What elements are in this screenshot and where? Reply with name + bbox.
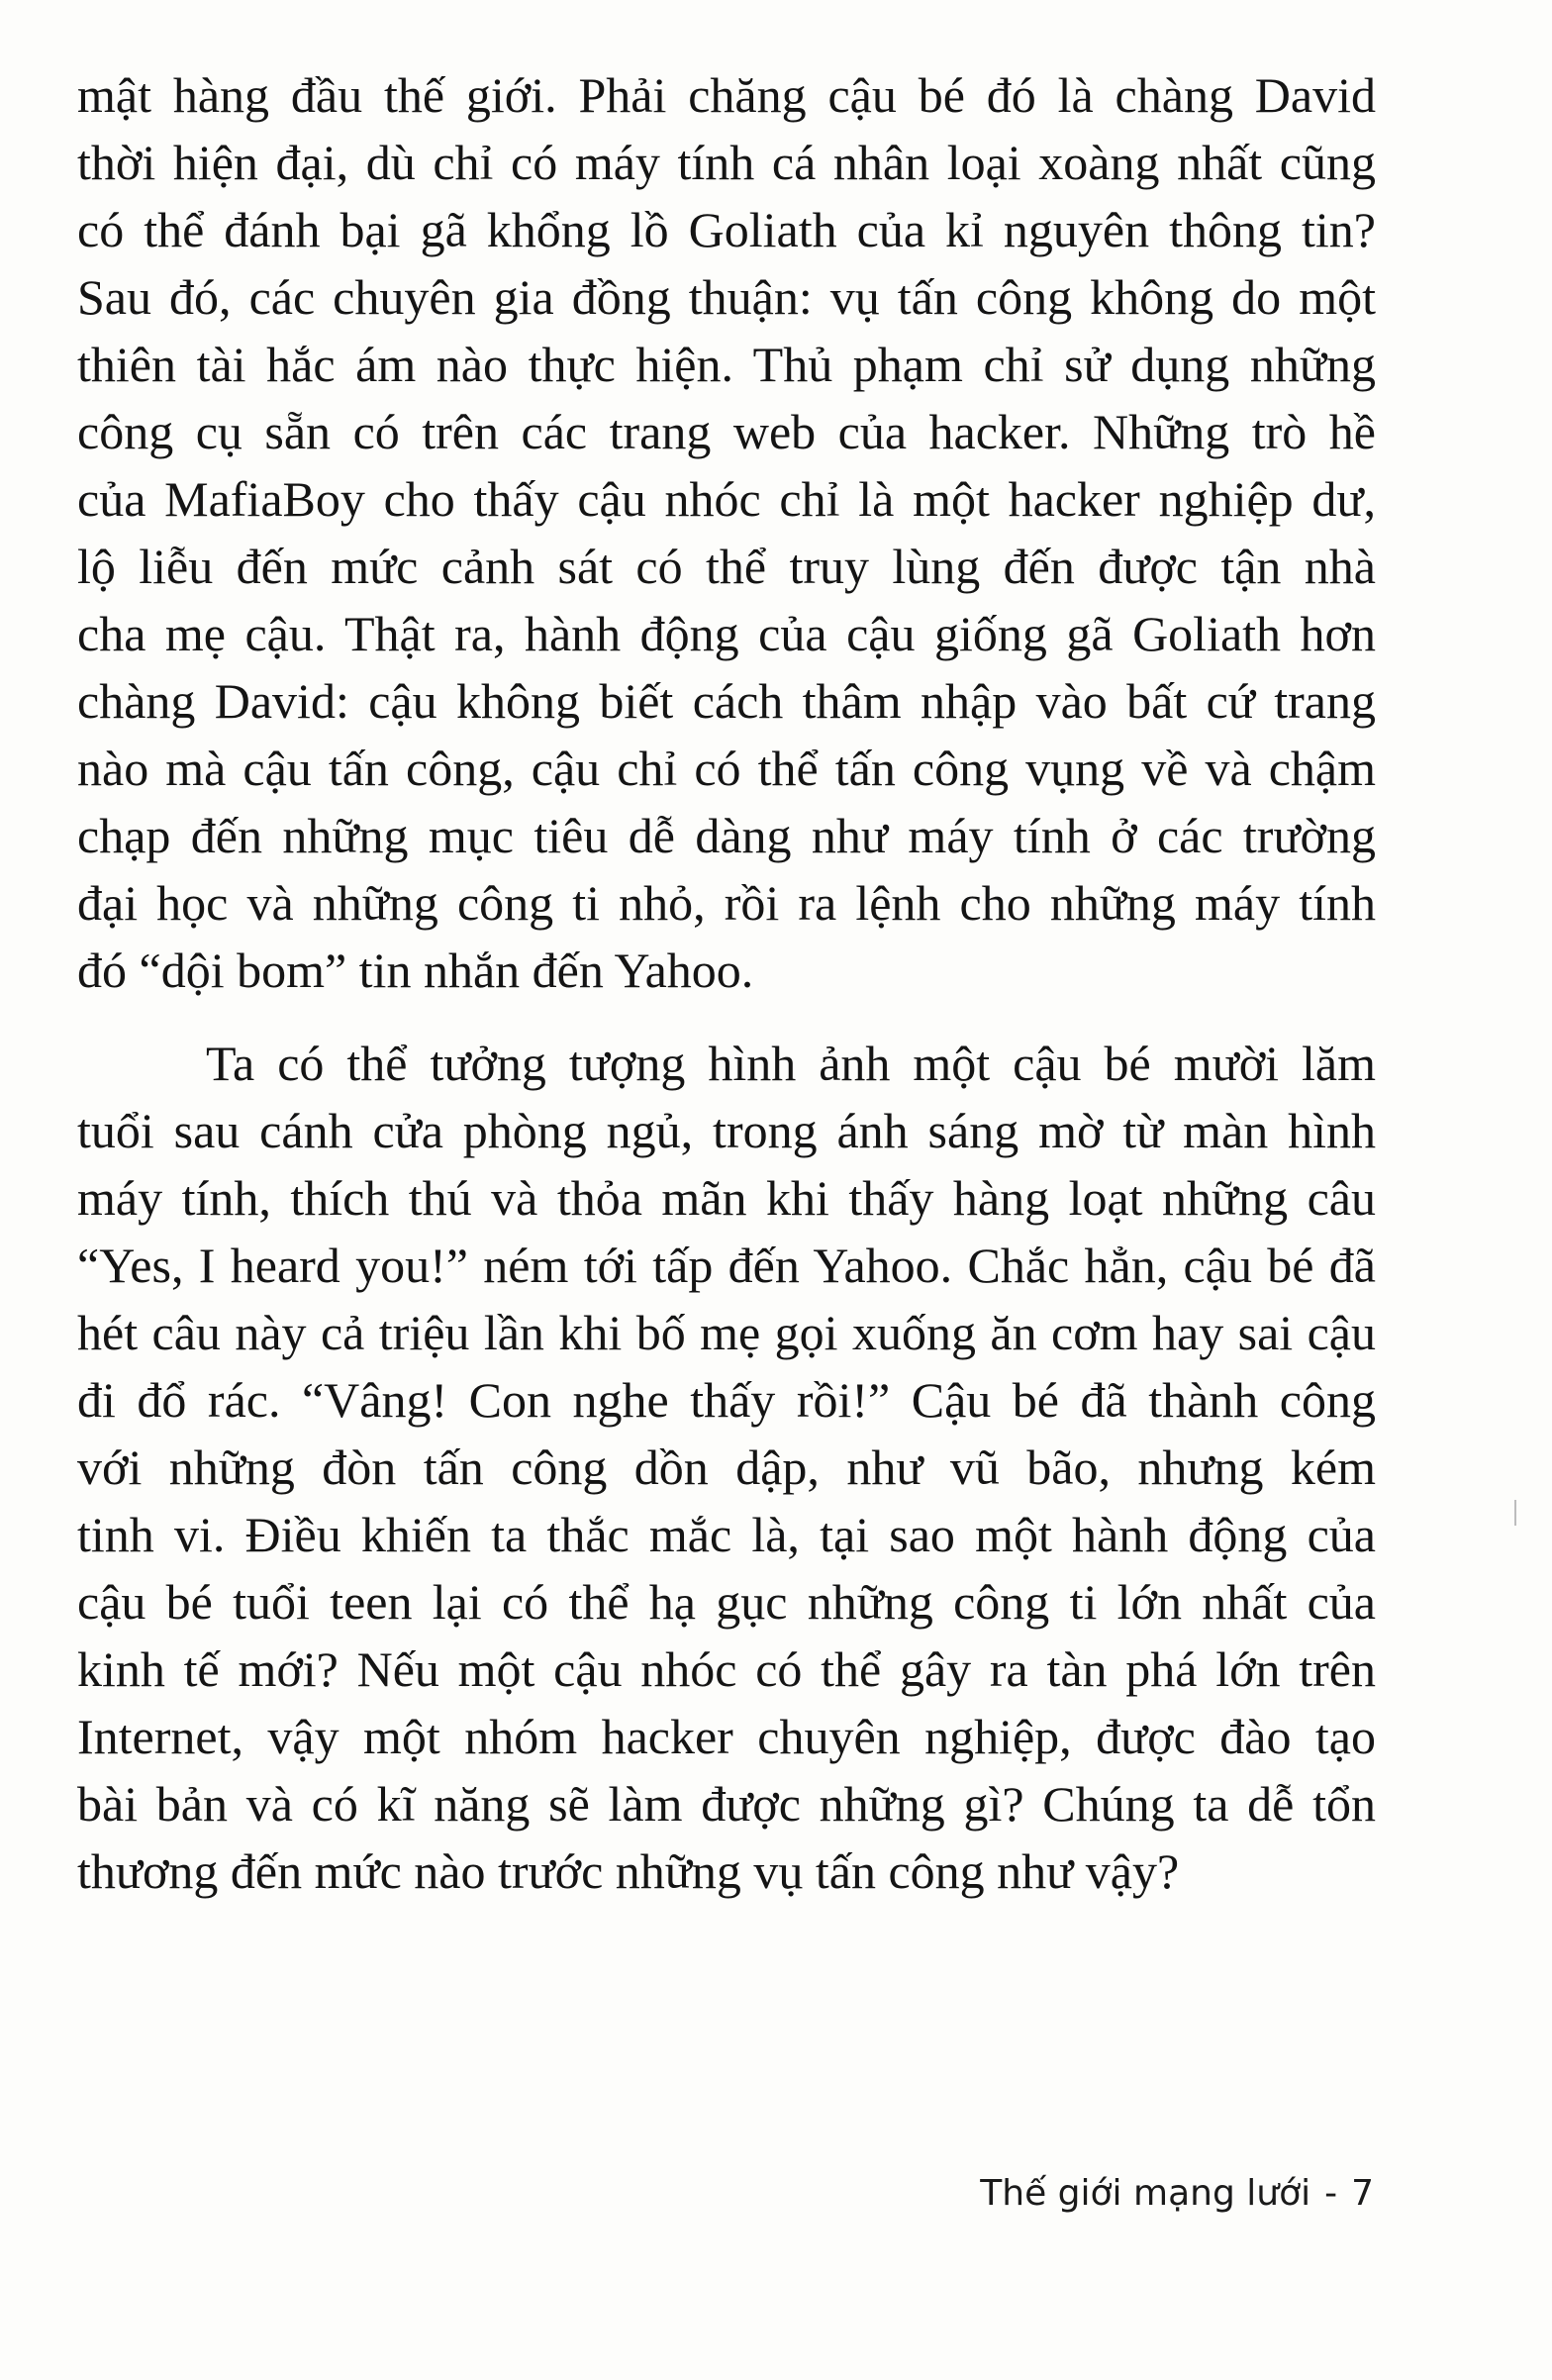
text-line: tuổi sau cánh cửa phòng ngủ, trong ánh sáng mờ từ màn hình: [77, 1103, 1376, 1158]
running-title: Thế giới mạng lưới: [980, 2173, 1311, 2214]
paragraph-1: [77, 61, 1376, 1004]
text-line: kinh tế mới? Nếu một cậu nhóc có thể gây ra tàn phá lớn trên: [77, 1641, 1376, 1697]
text-line: hét câu này cả triệu lần khi bố mẹ gọi xuống ăn cơm hay sai cậu: [77, 1305, 1376, 1360]
text-line: đó “dội bom” tin nhắn đến Yahoo.: [77, 942, 754, 998]
paragraph-2: [77, 1030, 1376, 1905]
text-line: mật hàng đầu thế giới. Phải chăng cậu bé đó là chàng David: [77, 67, 1376, 123]
text-line: đại học và những công ti nhỏ, rồi ra lệnh cho những máy tính: [77, 875, 1376, 931]
text-line: có thể đánh bại gã khổng lồ Goliath của kỉ nguyên thông tin?: [77, 202, 1376, 257]
text-line: Sau đó, các chuyên gia đồng thuận: vụ tấn công không do một: [77, 269, 1376, 325]
text-line: cha mẹ cậu. Thật ra, hành động của cậu giống gã Goliath hơn: [77, 606, 1376, 661]
scan-mark: [1514, 1500, 1516, 1526]
text-line: với những đòn tấn công dồn dập, như vũ bão, nhưng kém: [77, 1439, 1376, 1495]
text-line: bài bản và có kĩ năng sẽ làm được những gì? Chúng ta dễ tổn: [77, 1776, 1376, 1832]
text-line: cậu bé tuổi teen lại có thể hạ gục những công ti lớn nhất của: [77, 1574, 1376, 1630]
text-line: của MafiaBoy cho thấy cậu nhóc chỉ là một hacker nghiệp dư,: [77, 471, 1376, 527]
footer-separator: -: [1324, 2173, 1338, 2214]
text-line: chàng David: cậu không biết cách thâm nhập vào bất cứ trang: [77, 673, 1376, 729]
text-line: nào mà cậu tấn công, cậu chỉ có thể tấn công vụng về và chậm: [77, 741, 1376, 796]
page-footer: [980, 2173, 1374, 2214]
text-line: đi đổ rác. “Vâng! Con nghe thấy rồi!” Cậu bé đã thành công: [77, 1372, 1376, 1428]
text-line: Ta có thể tưởng tượng hình ảnh một cậu bé mười lăm: [206, 1036, 1376, 1091]
text-line: tinh vi. Điều khiến ta thắc mắc là, tại sao một hành động của: [77, 1507, 1376, 1562]
text-line: lộ liễu đến mức cảnh sát có thể truy lùng đến được tận nhà: [77, 539, 1376, 594]
page-number: 7: [1351, 2173, 1374, 2214]
text-line: thiên tài hắc ám nào thực hiện. Thủ phạm chỉ sử dụng những: [77, 337, 1376, 392]
text-line: thương đến mức nào trước những vụ tấn công như vậy?: [77, 1843, 1180, 1899]
text-line: công cụ sẵn có trên các trang web của hacker. Những trò hề: [77, 404, 1376, 459]
text-line: máy tính, thích thú và thỏa mãn khi thấy hàng loạt những câu: [77, 1170, 1376, 1226]
text-line: chạp đến những mục tiêu dễ dàng như máy tính ở các trường: [77, 808, 1376, 863]
text-line: “Yes, I heard you!” ném tới tấp đến Yahoo. Chắc hẳn, cậu bé đã: [77, 1238, 1376, 1293]
text-line: thời hiện đại, dù chỉ có máy tính cá nhân loại xoàng nhất cũng: [77, 135, 1376, 190]
text-line: Internet, vậy một nhóm hacker chuyên nghiệp, được đào tạo: [77, 1709, 1376, 1764]
